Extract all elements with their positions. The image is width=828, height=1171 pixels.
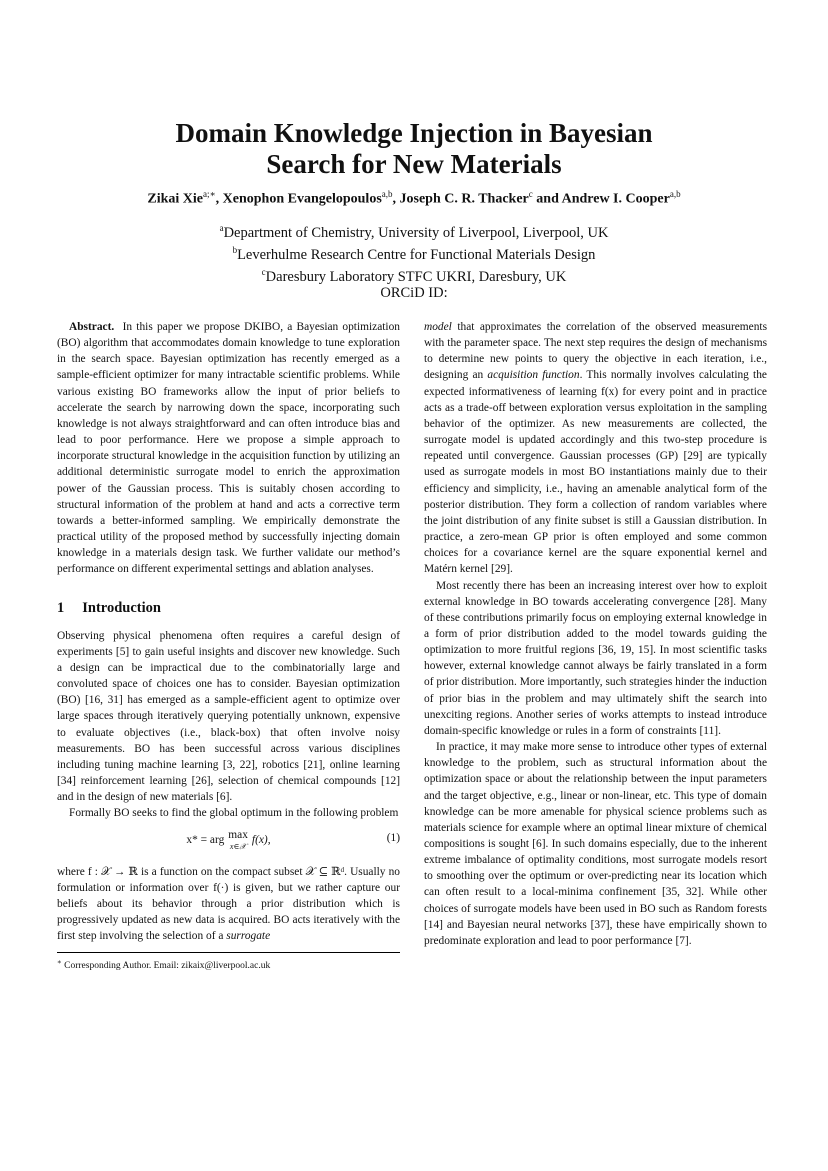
affil-mark: c bbox=[261, 266, 266, 277]
rp1-italic-2: acquisition function bbox=[487, 369, 580, 382]
footnote bbox=[57, 958, 400, 971]
intro-paragraph-2: Formally BO seeks to find the global optimum in the following problem bbox=[69, 807, 399, 820]
affil-mark: a bbox=[219, 223, 224, 233]
title-line-2: Search for New Materials bbox=[266, 149, 562, 179]
eq-lhs: x* = arg bbox=[186, 834, 225, 847]
author-separator: , bbox=[392, 191, 400, 207]
author-list bbox=[0, 189, 828, 208]
affiliation bbox=[0, 242, 828, 264]
eq-max: max bbox=[228, 828, 248, 841]
abstract bbox=[57, 319, 400, 578]
abstract-text: In this paper we propose DKIBO, a Bayesian optimization (BO) algorithm that accommodates domain knowledge to tune exploration in the search space. Bayesian optimization has recently emerged as a sample-efficient optimizer for many intractable scientific problems. While various existing BO frameworks allow the input of prior beliefs to accelerate the search by narrowing down the space, incorporating such knowledge is not always straightforward and can often introduce bias and lead to poor performance. Here we propose a simple approach to incorporate structural knowledge in the acquisition function by utilizing an additional deterministic surrogate model to enrich the approximation power of the Gaussian process. This is suitably chosen according to structural information of the problem at hand and acts a corrective term towards a better-informed sampling. We empirically demonstrate the practical utility of the proposed method by successfully injecting domain knowledge in a materials design task. We further validate our method’s performance on different experimental settings and ablation analyses. bbox=[57, 321, 400, 576]
affil-text: Leverhulme Research Centre for Functional Materials Design bbox=[237, 246, 596, 263]
affiliation bbox=[0, 264, 828, 286]
equation-1 bbox=[57, 824, 400, 858]
author-affil-mark: a,b bbox=[381, 189, 393, 199]
affil-text: Daresbury Laboratory STFC UKRI, Daresbury, UK bbox=[265, 268, 567, 285]
rp1-text-b: . This normally involves calculating the expected informativeness of learning f(x) for every point and in practice acts as a trade-off between exploration versus exploitation in the sampling behavior of the optimizer. As new measurements are collected, the surrogate model is updated accordingly and this two-step procedure is repeated until convergence. Gaussian processes (GP) [29] are typically used as surrogate models in most BO instantiations mainly due to their efficiency and simplicity, i.e., having an amenable analytical form of the posterior distribution. They form a collection of random variables where the joint distribution of any finite subset is still a Gaussian distribution. In practice, a zero-mean GP prior is often employed and some common choices for a covariance kernel are the square exponential kernel and Matérn kernel [29]. bbox=[424, 369, 767, 576]
left-column bbox=[57, 319, 400, 944]
intro-p3-text: where f : 𝒳 → ℝ is a function on the compact subset 𝒳 ⊆ ℝᵈ. Usually no formulation or information over f(·) is given, but we rather capture our beliefs about its behavior through a prior distribution which is progressively updated as new data is acquired. BO acts iteratively with the first step involving the selection of a bbox=[57, 865, 400, 943]
intro-paragraph-3 bbox=[57, 864, 400, 945]
author-name: Andrew I. Cooper bbox=[561, 191, 670, 207]
affiliation bbox=[0, 220, 828, 242]
footnote-mark: ∗ bbox=[57, 958, 62, 966]
section-title: Introduction bbox=[82, 599, 161, 616]
right-paragraph-2: Most recently there has been an increasing interest over how to exploit external knowledge in BO towards accelerating convergence [28]. Many of these contributions primarily focus on employing external knowledge in a form of prior distribution added to the model towards guiding the optimization to more fruitful regions [36, 19, 15]. In most scientific tasks however, external knowledge cannot always be fairly translated in a form of prior distribution. More importantly, such strategies hinder the induction of prior bias in the problem and may ultimately shift the search into unexciting regions. Another series of works attempts to instead introduce domain-specific knowledge or rules in a form of constraints [11]. bbox=[424, 579, 767, 737]
rp1-italic: model bbox=[424, 321, 452, 333]
eq-argmax bbox=[228, 830, 248, 852]
orcid-line: ORCiD ID: bbox=[380, 285, 448, 302]
footnote-text: Corresponding Author. Email: zikaix@liverpool.ac.uk bbox=[64, 961, 271, 972]
intro-p3-italic: surrogate bbox=[226, 930, 271, 943]
affil-text: Department of Chemistry, University of Liverpool, Liverpool, UK bbox=[223, 224, 609, 241]
eq-subscript: x∈𝒳 bbox=[229, 841, 247, 851]
right-paragraph-1 bbox=[424, 319, 767, 578]
author-name: Zikai Xie bbox=[147, 191, 204, 207]
paper-title bbox=[0, 118, 828, 180]
eq-rhs: f(x), bbox=[251, 834, 271, 847]
intro-paragraph-1: Observing physical phenomena often requires a careful design of experiments [5] to gain useful insights and discover new knowledge. Such a design can be impractical due to the combinatorially large and convoluted space of choices one has to consider. Bayesian optimization (BO) [16, 31] has emerged as a sample-efficient agent to optimize over large spaces through iteratively querying potentially unknown, expensive to evaluate objectives (i.e., black-box) that often involve noisy measurements. BO has been successful across various disciplines including tuning machine learning [3, 22], robotics [21], online learning [34] reinforcement learning [26], selection of chemical compounds [12] and in the design of new materials [6]. bbox=[57, 629, 400, 804]
author-name: Joseph C. R. Thacker bbox=[399, 191, 529, 207]
author-affil-mark: c bbox=[528, 189, 533, 199]
affiliations bbox=[0, 220, 828, 302]
author-separator: , bbox=[215, 191, 223, 207]
right-paragraph-3: In practice, it may make more sense to introduce other types of external knowledge to the problem, such as structural information about the optimization space or about the relationship between the input parameters and the target objective, e.g., linear or non-linear, etc. This type of domain knowledge can be more amenable for physical science problems such as materials science for example where an optimal linear mixture of chemical compositions is sought [6]. In such domains especially, due to the inherent extreme imbalance of optimality conditions, most surrogate models resort to smoothing over the optimum or over-predicting near its location which can often result to a local-minima confinement [35, 32]. While other choices of surrogate models have been used in BO such as Random forests [14] and Bayesian neural networks [37], these have empirically shown to predominate exploration and lead to poor performance [7]. bbox=[424, 741, 767, 947]
author-name: Xenophon Evangelopoulos bbox=[222, 191, 382, 207]
title-line-1: Domain Knowledge Injection in Bayesian bbox=[175, 118, 653, 148]
author-affil-mark: a,b bbox=[669, 189, 681, 199]
section-heading bbox=[57, 600, 400, 616]
equation-number: (1) bbox=[386, 831, 400, 844]
author-separator: and bbox=[532, 191, 562, 207]
author-affil-mark: a;∗ bbox=[203, 189, 216, 199]
abstract-label: Abstract. bbox=[69, 321, 115, 333]
footnote-rule bbox=[57, 952, 400, 953]
section-number: 1 bbox=[57, 599, 65, 616]
affil-mark: b bbox=[232, 244, 238, 255]
rp1-text-a: that approximates the correlation of the observed measurements with the parameter space. The next step requires the design of mechanisms to determine new points to query the objective in each iteration, i.e., designing an bbox=[424, 321, 767, 382]
right-column bbox=[424, 319, 767, 949]
